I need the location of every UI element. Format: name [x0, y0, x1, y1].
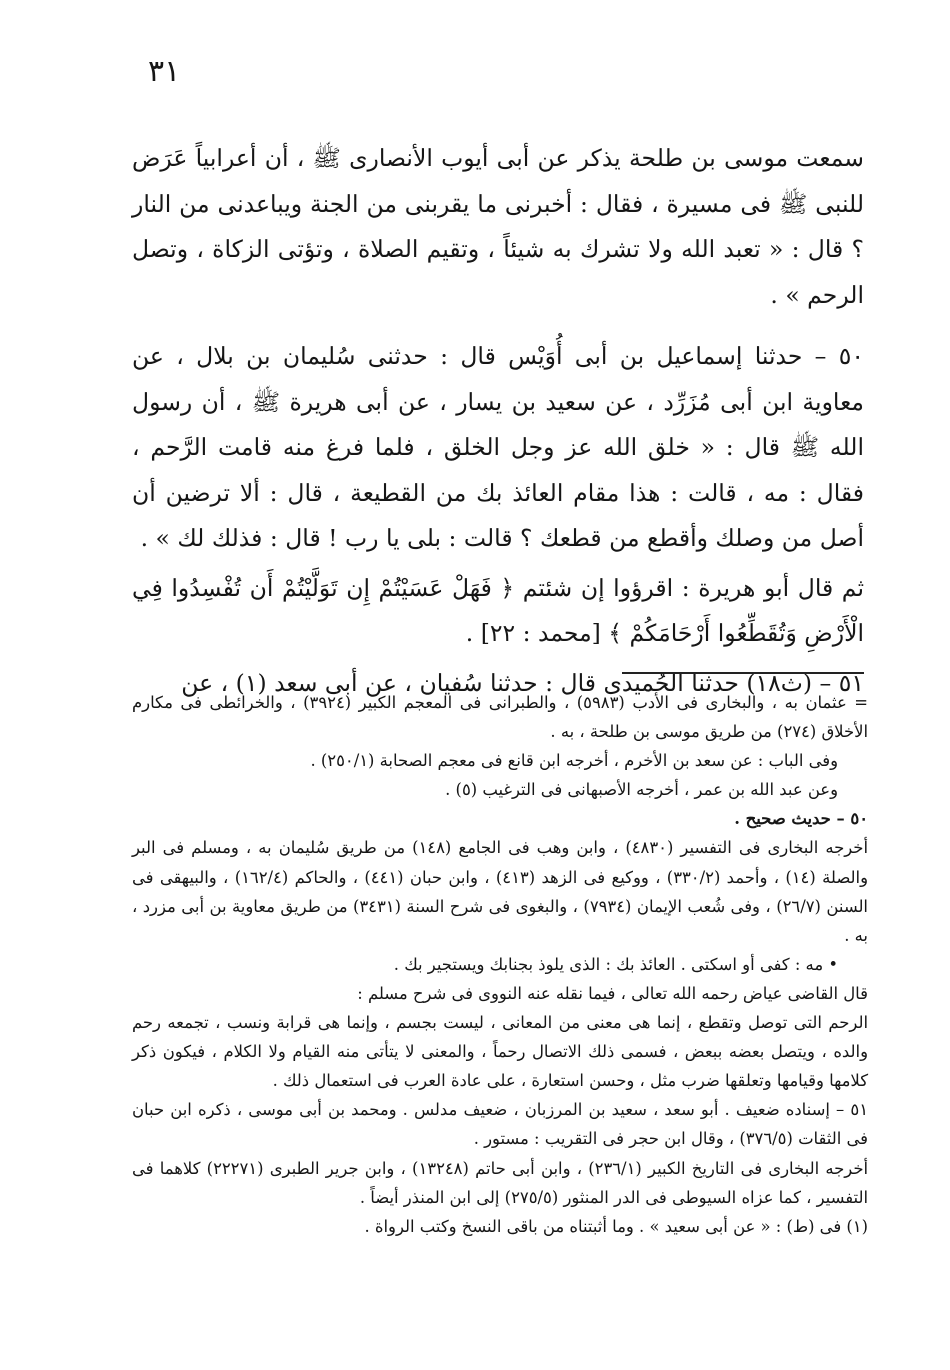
paragraph-quran-citation: ثم قال أبو هريرة : اقرؤوا إن شئتم ﴿ فَهَلْ عَسَيْتُمْ إِن تَوَلَّيْتُمْ أَن تُفْسِدُوا فِي الْأَرْضِ وَتُقَطِّعُوا أَرْحَامَكُمْ ﴾ [محمد : ٢٢] . [132, 573, 864, 647]
footnote-line: الرحم التى توصل وتقطع ، إنما هى معنى من المعانى ، ليست بجسم ، وإنما هى قرابة ونسب ، تجمعه رحم والده ، ويتصل بعضه ببعض ، فسمى ذلك الاتصال رحماً ، والمعنى لا يتأتى منه القيام ولا الكلام ، فيكون ذكر كلامها وقيامها وتعلقها ضرب مثل ، وحسن استعارة ، على عادة العرب فى استعمال ذلك . [132, 1013, 868, 1091]
main-text [132, 136, 864, 722]
footnote-line: ٥١ – إسناده ضعيف . أبو سعد ، سعيد بن المرزبان ، ضعيف مدلس . ومحمد بن أبى موسى ، ذكره ابن حبان فى الثقات (٣٧٦/٥) ، وقال ابن حجر فى التقريب : مستور . [132, 1100, 868, 1149]
footnote-heading-50 [132, 804, 868, 833]
footnotes [132, 688, 868, 1241]
footnote-line: وعن عبد الله بن عمر ، أخرجه الأصبهانى فى الترغيب (٥) . [445, 780, 838, 800]
paragraph-hadith-51-start: ٥١ – (ث١٨) حدثنا الحُميدى قال : حدثنا سُفيان ، عن أبى سعد (١) ، عن [181, 668, 864, 697]
page-number: ٣١ [148, 54, 181, 89]
footnote-divider [622, 672, 864, 674]
footnote-line: قال القاضى عياض رحمه الله تعالى ، فيما نقله عنه النووى فى شرح مسلم : [357, 983, 868, 1003]
paragraph-hadith-49-ending: سمعت موسى بن طلحة يذكر عن أبى أيوب الأنصارى ﷺ ، أن أعرابياً عَرَض للنبى ﷺ فى مسيرة ، فقال : أخبرنى ما يقربنى من الجنة ويباعدنى من النار ؟ قال : « تعبد الله ولا تشرك به شيئاً ، وتقيم الصلاة ، وتؤتى الزكاة ، وتصل الرحم » . [132, 144, 864, 309]
paragraph-hadith-50: ٥٠ – حدثنا إسماعيل بن أبى أُوَيْس قال : حدثنى سُليمان بن بلال ، عن معاوية ابن أبى مُزَرِّد ، عن سعيد بن يسار ، عن أبى هريرة ﷺ ، أن رسول الله ﷺ قال : « خلق الله عز وجل الخلق ، فلما فرغ منه قامت الرَّحم ، فقال : مه ، قالت : هذا مقام العائذ بك من القطيعة ، قال : ألا ترضين أن أصل من وصلك وأقطع من قطعك ؟ قالت : بلى يا رب ! قال : فذلك لك » . [132, 342, 864, 552]
footnote-line: وفى الباب : عن سعد بن الأخرم ، أخرجه ابن قانع فى معجم الصحابة (٢٥٠/١) . [310, 751, 838, 771]
footnote-line: أخرجه البخارى فى التفسير (٤٨٣٠) ، وابن وهب فى الجامع (١٤٨) من طريق سُليمان به ، ومسلم فى البر والصلة (١٤) ، وأحمد (٣٣٠/٢) ، ووكيع فى الزهد (٤١٣) ، وابن حبان (٤٤١) ، والحاكم (١٦٢/٤) ، والبيهقى فى السنن (٢٦/٧) ، وفى شُعب الإيمان (٧٩٣٤) ، والبغوى فى شرح السنة (٣٤٣١) من طريق معاوية بن أبى مزرد ، به . [132, 838, 868, 945]
footnote-line: • مه : كفى أو اسكتى . العائذ بك : الذى يلوذ بجنابك ويستجير بك . [393, 954, 838, 974]
footnote-line: (١) فى (ط) : « عن أبى سعيد » . وما أثبتناه من باقى النسخ وكتب الرواة . [364, 1216, 868, 1236]
footnote-line: = عثمان به ، والبخارى فى الأدب (٥٩٨٣) ، والطبرانى فى المعجم الكبير (٣٩٢٤) ، والخرائطى فى مكارم الأخلاق (٢٧٤) من طريق موسى بن طلحة ، به . [132, 693, 868, 742]
footnote-heading-text: ٥٠ – حديث صحيح . [734, 809, 868, 829]
footnote-line: أخرجه البخارى فى التاريخ الكبير (٢٣٦/١) ، وابن أبى حاتم (١٣٢٤٨) ، وابن جرير الطبرى (٢٢٢٧١) كلاهما فى التفسير ، كما عزاه السيوطى فى الدر المنثور (٢٧٥/٥) إلى ابن المنذر أيضاً . [132, 1158, 869, 1207]
